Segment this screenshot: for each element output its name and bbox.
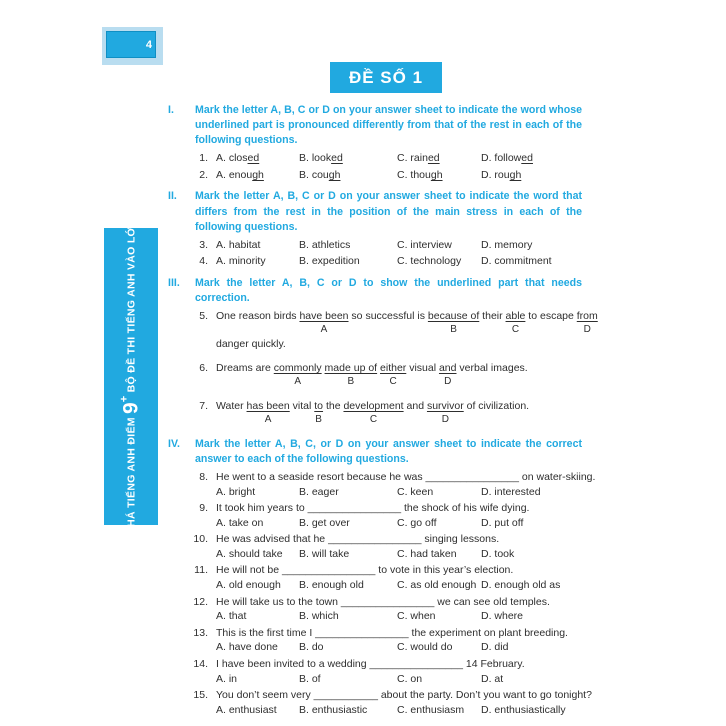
options-row [216, 547, 582, 561]
content [168, 103, 598, 724]
sidebar-strip [104, 193, 158, 560]
underlined-text: from [576, 310, 598, 322]
text-segment: thou [410, 168, 431, 181]
option-text: that [228, 610, 247, 623]
options-row [216, 151, 582, 165]
section-heading [168, 437, 582, 467]
options-row [216, 609, 582, 623]
question-body [208, 688, 592, 717]
question-stem: This is the first time I ________________ the experiment on plant breeding. [216, 626, 568, 639]
correction-marker: D [441, 413, 449, 425]
option-text: of [311, 672, 321, 685]
option-label: B. [299, 579, 312, 592]
option [299, 254, 397, 268]
option-label: B. [299, 152, 312, 165]
option [481, 254, 582, 268]
page-number-inner-box [106, 31, 156, 58]
option-label: A. [216, 516, 229, 529]
options-row [216, 640, 582, 654]
underlined-text: to [314, 400, 324, 413]
text-segment: One reason birds [216, 310, 300, 322]
page-number: 4 [145, 38, 152, 51]
option-text: where [494, 610, 524, 623]
underlined-text: ed [247, 152, 260, 165]
option-label: C. [397, 168, 411, 181]
option-label: B. [299, 641, 312, 654]
options-row [216, 672, 582, 686]
option [216, 238, 299, 252]
section-3 [168, 276, 598, 427]
text-segment: look [311, 152, 332, 165]
option [216, 672, 299, 686]
question-body [208, 657, 582, 686]
section-heading-text: Mark the letter A, B, C or D to show the underlined part that needs correction. [195, 276, 582, 304]
question-body [208, 532, 582, 561]
question-number: 5. [199, 310, 208, 322]
underlined-text: ed [331, 152, 343, 165]
option [481, 609, 582, 623]
question-9 [168, 501, 582, 530]
question-stem: He went to a seaside resort because he was ________________ on water-skiing. [216, 470, 596, 483]
option-label: C. [397, 547, 411, 560]
option [216, 703, 299, 717]
question-4 [168, 254, 582, 269]
question-stem: He was advised that he ________________ singing lessons. [216, 533, 500, 546]
option-label: D. [481, 516, 495, 529]
question-number: 2. [199, 168, 208, 181]
correction-marker: A [294, 376, 302, 388]
option [397, 703, 481, 717]
option-label: B. [299, 485, 312, 498]
option-text: had taken [410, 547, 457, 560]
question-8 [168, 470, 596, 499]
underlined-text: commonly [273, 362, 322, 375]
section-heading [168, 103, 582, 148]
section-2 [168, 189, 582, 268]
underlined-text: either [380, 362, 407, 375]
option-text: did [494, 641, 509, 654]
option [481, 547, 582, 561]
underlined-text: gh [430, 168, 443, 181]
option [481, 516, 582, 530]
option-label: D. [481, 168, 495, 181]
text-segment: to escape [525, 310, 577, 322]
option-text: enough old [311, 579, 364, 592]
question-5 [168, 309, 598, 351]
question-number: 6. [199, 362, 208, 375]
question-number: 8. [199, 470, 208, 483]
option-label: A. [216, 255, 229, 268]
underlined-text: survivor [426, 400, 464, 413]
option-text: eager [311, 485, 339, 498]
text-segment: cou [311, 168, 329, 181]
text-segment: habitat [228, 238, 261, 251]
question-stem: I have been invited to a wedding ________________ 14 February. [216, 657, 525, 670]
option-label: B. [299, 672, 312, 685]
sidebar-text-part: + [118, 395, 130, 402]
option-label: A. [216, 152, 229, 165]
test-title: ĐỀ SỐ 1 [348, 67, 424, 87]
question-15 [168, 688, 592, 717]
option [397, 238, 481, 252]
sentence [216, 361, 582, 376]
underlined-text: made up of [324, 362, 378, 375]
sentence [216, 399, 582, 414]
option [299, 640, 397, 654]
option-text: take on [228, 516, 264, 529]
text-segment: enou [228, 168, 253, 181]
text-segment: of civilization. [463, 400, 530, 413]
option-label: D. [481, 610, 495, 623]
correction-marker: B [347, 376, 355, 388]
question-number: 4. [199, 255, 208, 268]
option-text: which [311, 610, 339, 623]
question-2 [168, 168, 582, 183]
option [216, 168, 299, 182]
option [397, 254, 481, 268]
text-segment: their [479, 310, 506, 322]
question-number: 10. [193, 533, 208, 546]
option-text: when [410, 610, 436, 623]
question-7 [168, 399, 582, 427]
option-label: C. [397, 255, 411, 268]
underlined-text: ed [427, 152, 440, 165]
option-label: D. [481, 579, 495, 592]
option [299, 703, 397, 717]
option [299, 516, 397, 530]
option-text: put off [494, 516, 524, 529]
sidebar-text-part: 9 [119, 401, 142, 414]
option-label: B. [299, 255, 312, 268]
text-segment: and [403, 400, 427, 413]
option-text: old enough [228, 579, 281, 592]
option [216, 547, 299, 561]
underlined-text: and [438, 362, 457, 375]
option [216, 609, 299, 623]
sidebar-text-part: BỘ ĐỀ THI TIẾNG ANH VÀO LỚP [125, 216, 137, 396]
page-number-box [102, 27, 163, 65]
text-segment: verbal images. [456, 362, 528, 375]
option-label: D. [481, 485, 495, 498]
underlined-text: gh [509, 168, 522, 181]
option [299, 238, 397, 252]
correction-marker: C [511, 323, 520, 335]
sidebar-text-part: ĐỘT PHÁ TIẾNG ANH ĐIỂM [125, 413, 137, 560]
text-segment: the [323, 400, 344, 413]
question-number: 9. [199, 501, 208, 514]
option [397, 547, 481, 561]
question-number: 3. [199, 238, 208, 251]
option-label: C. [397, 238, 411, 251]
option-label: D. [481, 641, 495, 654]
option [481, 640, 582, 654]
text-segment: follow [494, 152, 522, 165]
option-text: enthusiast [228, 703, 277, 716]
option-label: B. [299, 610, 312, 623]
option [481, 151, 582, 165]
question-10 [168, 532, 582, 561]
question-number: 7. [199, 400, 208, 413]
question-body [208, 595, 582, 624]
section-heading-text: Mark the letter A, B, C or D on your answer sheet to indicate the word that differs from the rest in the position of the main stress in each of the following questions. [195, 190, 582, 233]
question-body [208, 501, 582, 530]
section-numeral: II. [168, 190, 177, 203]
correction-marker: A [320, 323, 328, 335]
option-text: interested [494, 485, 541, 498]
option-label: A. [216, 168, 229, 181]
option [216, 578, 299, 592]
section-heading-text: Mark the letter A, B, C, or D on your answer sheet to indicate the correct answer to each of the following questions. [195, 437, 582, 465]
option-label: C. [397, 152, 411, 165]
option-text: go off [410, 516, 437, 529]
option-label: C. [397, 579, 411, 592]
option [216, 516, 299, 530]
option [299, 151, 397, 165]
section-1 [168, 103, 582, 182]
option-text: do [311, 641, 324, 654]
question-number: 14. [193, 657, 208, 670]
section-numeral: IV. [168, 437, 180, 450]
option-text: enthusiastically [494, 703, 566, 716]
options-row [216, 254, 582, 268]
option-label: C. [397, 485, 411, 498]
correction-marker: D [583, 323, 591, 335]
option-label: D. [481, 672, 495, 685]
option-text: as old enough [410, 579, 477, 592]
option-label: D. [481, 547, 495, 560]
text-segment: expedition [311, 255, 360, 268]
option-label: C. [397, 516, 411, 529]
sentence-continuation: danger quickly. [216, 337, 286, 350]
option [397, 485, 481, 499]
option-text: enough old as [494, 579, 561, 592]
option [397, 516, 481, 530]
options-row [216, 238, 582, 252]
question-11 [168, 563, 582, 592]
option-label: D. [481, 238, 495, 251]
text-segment: visual [406, 362, 439, 375]
underlined-text: have been [299, 310, 349, 322]
option [397, 609, 481, 623]
option-label: A. [216, 547, 229, 560]
options-row [216, 703, 582, 717]
option-label: B. [299, 703, 312, 716]
correction-marker: A [264, 413, 272, 425]
question-body [208, 470, 596, 499]
underlined-text: able [505, 310, 526, 322]
option-text: took [494, 547, 515, 560]
option-text: would do [410, 641, 453, 654]
option [481, 238, 582, 252]
text-segment: rain [410, 152, 428, 165]
question-body [208, 238, 582, 253]
text-segment: Water [216, 400, 247, 413]
option-label: C. [397, 703, 411, 716]
question-number: 12. [193, 595, 208, 608]
option [299, 547, 397, 561]
option-text: at [494, 672, 504, 685]
section-numeral: I. [168, 104, 174, 116]
question-body [208, 563, 582, 592]
option [299, 672, 397, 686]
text-segment: athletics [311, 238, 351, 251]
question-body [208, 626, 582, 655]
option-text: should take [228, 547, 283, 560]
option [216, 254, 299, 268]
option [397, 578, 481, 592]
sidebar-text [119, 193, 143, 560]
option-text: keen [410, 485, 434, 498]
question-13 [168, 626, 582, 655]
underlined-text: gh [328, 168, 341, 181]
section-numeral: III. [168, 276, 180, 289]
option-label: B. [299, 547, 312, 560]
correction-marker: B [450, 323, 457, 335]
section-heading [168, 276, 582, 306]
correction-marker: C [369, 413, 378, 425]
sidebar-text-part: 10 [119, 193, 142, 217]
option-label: D. [481, 255, 495, 268]
question-6 [168, 361, 582, 389]
option [481, 703, 582, 717]
text-segment: technology [410, 255, 462, 268]
test-title-box [330, 62, 442, 93]
option [481, 578, 582, 592]
question-number: 13. [193, 626, 208, 639]
option [299, 168, 397, 182]
option-label: A. [216, 485, 229, 498]
correction-marker: D [444, 376, 452, 388]
option [397, 640, 481, 654]
option-label: A. [216, 610, 229, 623]
options-row [216, 516, 582, 530]
question-1 [168, 151, 582, 166]
section-4 [168, 437, 596, 717]
question-number: 15. [193, 689, 208, 702]
text-segment: interview [410, 238, 452, 251]
option-label: B. [299, 168, 312, 181]
option-label: A. [216, 672, 229, 685]
option [481, 672, 582, 686]
option [299, 609, 397, 623]
option [216, 151, 299, 165]
options-row [216, 485, 582, 499]
option [397, 672, 481, 686]
question-body [208, 309, 598, 351]
option-label: B. [299, 238, 312, 251]
option-label: A. [216, 238, 229, 251]
option-label: C. [397, 641, 411, 654]
option [216, 640, 299, 654]
text-segment: memory [494, 238, 533, 251]
underlined-text: development [343, 400, 404, 413]
option-label: B. [299, 516, 312, 529]
option [397, 168, 481, 182]
option-text: get over [311, 516, 350, 529]
option-label: A. [216, 579, 229, 592]
underlined-text: has been [246, 400, 290, 413]
underlined-text: gh [252, 168, 264, 181]
text-segment: vital [289, 400, 315, 413]
question-stem: It took him years to ________________ the shock of his wife dying. [216, 501, 530, 514]
option [481, 168, 582, 182]
option [299, 485, 397, 499]
question-stem: He will not be ________________ to vote in this year’s election. [216, 564, 514, 577]
question-body [208, 168, 582, 183]
correction-marker: C [389, 376, 397, 388]
option-text: in [228, 672, 238, 685]
question-3 [168, 238, 582, 253]
text-segment: commitment [494, 255, 552, 268]
question-stem: He will take us to the town ________________ we can see old temples. [216, 595, 550, 608]
option-text: enthusiastic [311, 703, 368, 716]
option-text: bright [228, 485, 256, 498]
options-row [216, 578, 582, 592]
option-text: have done [228, 641, 278, 654]
question-body [208, 254, 582, 269]
text-segment: rou [494, 168, 510, 181]
option-label: A. [216, 703, 229, 716]
question-body [208, 151, 582, 166]
question-number: 11. [194, 564, 208, 577]
text-segment: Dreams are [216, 362, 274, 375]
underlined-text: because of [427, 310, 480, 322]
option [299, 578, 397, 592]
section-heading [168, 189, 582, 234]
option-label: A. [216, 641, 229, 654]
marker-row [216, 323, 591, 337]
question-12 [168, 595, 582, 624]
option-text: will take [311, 547, 350, 560]
question-body [208, 399, 582, 427]
section-heading-text: Mark the letter A, B, C or D on your answer sheet to indicate the word whose underlined part is pronounced differently from that of the rest in each of the following questions. [195, 104, 582, 147]
option-label: D. [481, 703, 495, 716]
option-text: on [410, 672, 423, 685]
text-segment: so successful is [348, 310, 428, 322]
option-label: D. [481, 152, 495, 165]
option-label: C. [397, 672, 411, 685]
question-number: 1. [199, 152, 208, 165]
option-label: C. [397, 610, 411, 623]
question-stem: You don’t seem very ___________ about the party. Don’t you want to go tonight? [216, 689, 592, 702]
sentence [216, 309, 598, 324]
option [216, 485, 299, 499]
text-segment: minority [228, 255, 266, 268]
question-14 [168, 657, 582, 686]
underlined-text: ed [521, 152, 533, 165]
correction-marker: B [315, 413, 322, 425]
options-row [216, 168, 582, 182]
option [481, 485, 582, 499]
question-body [208, 361, 582, 389]
text-segment: clos [228, 152, 248, 165]
marker-row [216, 376, 582, 389]
option-text: enthusiasm [410, 703, 465, 716]
marker-row [216, 414, 582, 427]
option [397, 151, 481, 165]
